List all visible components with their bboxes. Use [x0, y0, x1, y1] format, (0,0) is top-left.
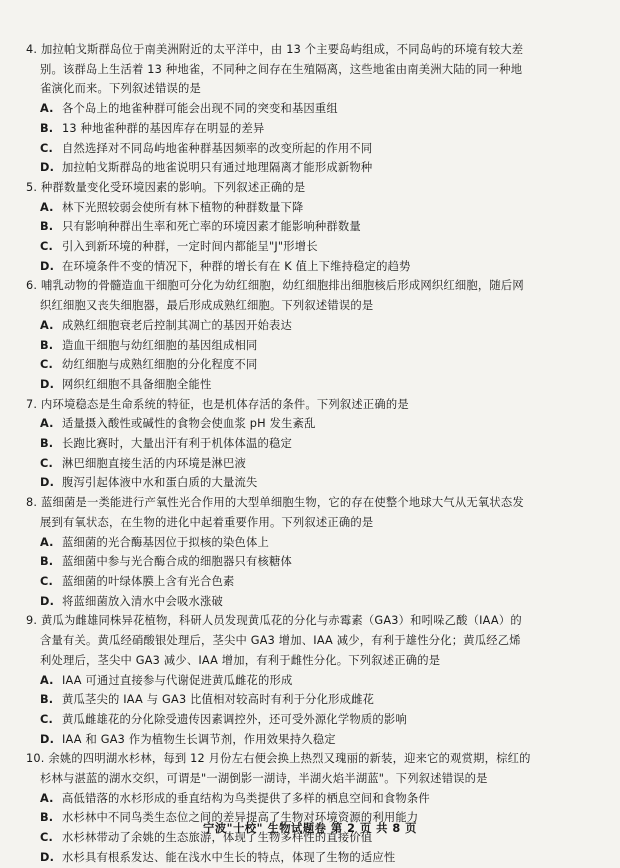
- option-text: 腹泻引起体液中水和蛋白质的大量流失: [62, 476, 258, 490]
- answer-option: [26, 572, 598, 592]
- option-text: 各个岛上的地雀种群可能会出现不同的突变和基因重组: [62, 102, 338, 116]
- answer-option: [26, 139, 598, 159]
- option-letter: C.: [40, 712, 53, 726]
- option-letter: C.: [40, 358, 53, 372]
- question-9: [26, 611, 598, 749]
- option-text: 水杉林带动了余姚的生态旅游，体现了生物多样性的直接价值: [62, 831, 373, 845]
- option-text: 黄瓜雌雄花的分化除受遗传因素调控外，还可受外源化学物质的影响: [62, 712, 407, 726]
- question-stem-line: 织红细胞又丧失细胞器，最后形成成熟红细胞。下列叙述错误的是: [40, 299, 374, 313]
- option-letter: B.: [40, 811, 54, 825]
- option-text: 引入到新环境的种群，一定时间内都能呈"J"形增长: [62, 240, 318, 254]
- option-letter: D.: [40, 850, 55, 864]
- question-stem-line: 7. 内环境稳态是生命系统的特征，也是机体存活的条件。下列叙述正确的是: [26, 397, 409, 411]
- option-letter: B.: [40, 338, 54, 352]
- option-text: 造血干细胞与幼红细胞的基因组成相同: [62, 338, 258, 352]
- option-letter: A.: [40, 200, 54, 214]
- answer-option: [26, 119, 598, 139]
- answer-option: [26, 198, 598, 218]
- option-letter: D.: [40, 259, 55, 273]
- option-letter: C.: [40, 574, 53, 588]
- question-stem-line: 杉林与湛蓝的湖水交织，可谓是"一湖倒影一湖诗，半湖火焰半湖蓝"。下列叙述错误的是: [40, 772, 488, 786]
- option-text: 幼红细胞与成熟红细胞的分化程度不同: [62, 358, 258, 372]
- answer-option: [26, 375, 598, 395]
- option-letter: D.: [40, 161, 55, 175]
- option-letter: A.: [40, 673, 54, 687]
- answer-option: [26, 434, 598, 454]
- option-letter: C.: [40, 240, 53, 254]
- option-letter: D.: [40, 377, 55, 391]
- option-text: IAA 和 GA3 作为植物生长调节剂，作用效果持久稳定: [62, 732, 336, 746]
- question-stem-line: 5. 种群数量变化受环境因素的影响。下列叙述正确的是: [26, 180, 306, 194]
- answer-option: [26, 592, 598, 612]
- option-text: 淋巴细胞直接生活的内环境是淋巴液: [62, 456, 246, 470]
- option-letter: D.: [40, 732, 55, 746]
- question-stem-line: 雀演化而来。下列叙述错误的是: [40, 82, 201, 96]
- answer-option: [26, 257, 598, 277]
- option-letter: D.: [40, 594, 55, 608]
- option-text: 在环境条件不变的情况下，种群的增长有在 K 值上下维持稳定的趋势: [62, 259, 411, 273]
- answer-option: [26, 730, 598, 750]
- answer-option: [26, 552, 598, 572]
- option-text: 蓝细菌的光合酶基因位于拟核的染色体上: [62, 535, 269, 549]
- answer-option: [26, 533, 598, 553]
- option-text: 成熟红细胞衰老后控制其凋亡的基因开始表达: [62, 318, 292, 332]
- question-stem-line: 4. 加拉帕戈斯群岛位于南美洲附近的太平洋中，由 13 个主要岛屿组成，不同岛屿的环境有较大差: [26, 43, 524, 56]
- option-text: 网织红细胞不具备细胞全能性: [62, 377, 212, 391]
- option-text: 蓝细菌的叶绿体膜上含有光合色素: [62, 574, 235, 588]
- option-text: 加拉帕戈斯群岛的地雀说明只有通过地理隔离才能形成新物种: [62, 161, 373, 175]
- option-letter: C.: [40, 141, 53, 155]
- option-text: 适量摄入酸性或碱性的食物会使血浆 pH 发生紊乱: [62, 417, 316, 431]
- question-stem-line: 6. 哺乳动物的骨髓造血干细胞可分化为幼红细胞，幼红细胞排出细胞核后形成网织红细胞，随后网: [26, 279, 524, 293]
- question-stem-line: 利处理后，茎尖中 GA3 减少、IAA 增加，有利于雌性分化。下列叙述正确的是: [40, 653, 441, 667]
- question-stem-line: 8. 蓝细菌是一类能进行产氧性光合作用的大型单细胞生物，它的存在使整个地球大气从无氧状态发: [26, 496, 524, 510]
- option-text: 水杉具有根系发达、能在浅水中生长的特点，体现了生物的适应性: [62, 850, 396, 864]
- answer-option: [26, 454, 598, 474]
- option-text: 自然选择对不同岛屿地雀种群基因频率的改变所起的作用不同: [62, 141, 373, 155]
- option-letter: B.: [40, 220, 54, 234]
- option-text: 将蓝细菌放入清水中会吸水涨破: [62, 594, 223, 608]
- question-10: [26, 749, 598, 867]
- answer-option: [26, 158, 598, 178]
- answer-option: [26, 671, 598, 691]
- option-text: 13 种地雀种群的基因库存在明显的差异: [62, 121, 265, 135]
- question-stem-line: 别。该群岛上生活着 13 种地雀，不同种之间存在生殖隔离，这些地雀由南美洲大陆的同一种地: [40, 62, 523, 76]
- option-letter: C.: [40, 456, 53, 470]
- option-text: 高低错落的水杉形成的垂直结构为鸟类提供了多样的栖息空间和食物条件: [62, 791, 430, 805]
- question-list: [26, 40, 598, 868]
- question-6: [26, 276, 598, 394]
- question-stem-line: 含量有关。黄瓜经硝酸银处理后，茎尖中 GA3 增加、IAA 减少，有利于雄性分化；黄瓜经乙烯: [40, 634, 521, 648]
- option-text: 水杉林中不同鸟类生态位之间的差异提高了生物对环境资源的利用能力: [62, 811, 419, 825]
- option-letter: B.: [40, 437, 54, 451]
- option-text: 黄瓜茎尖的 IAA 与 GA3 比值相对较高时有利于分化形成雌花: [62, 693, 375, 707]
- question-8: [26, 493, 598, 611]
- question-7: [26, 395, 598, 494]
- answer-option: [26, 414, 598, 434]
- option-text: 蓝细菌中参与光合酶合成的细胞器只有核糖体: [62, 555, 292, 569]
- answer-option: [26, 789, 598, 809]
- option-letter: C.: [40, 831, 53, 845]
- option-letter: B.: [40, 693, 54, 707]
- answer-option: [26, 336, 598, 356]
- option-text: 只有影响种群出生率和死亡率的环境因素才能影响种群数量: [62, 220, 361, 234]
- answer-option: [26, 710, 598, 730]
- page-footer: 宁波"十校" 生物试题卷 第 2 页 共 8 页: [203, 822, 417, 835]
- answer-option: [26, 237, 598, 257]
- answer-option: [26, 690, 598, 710]
- option-text: IAA 可通过直接参与代谢促进黄瓜雌花的形成: [62, 673, 293, 687]
- question-stem-line: 展到有氧状态，在生物的进化中起着重要作用。下列叙述正确的是: [40, 515, 374, 529]
- question-4: [26, 40, 598, 178]
- option-letter: A.: [40, 417, 54, 431]
- option-letter: A.: [40, 535, 54, 549]
- option-letter: A.: [40, 102, 54, 116]
- option-letter: A.: [40, 791, 54, 805]
- answer-option: [26, 355, 598, 375]
- answer-option: [26, 217, 598, 237]
- question-stem-line: 9. 黄瓜为雌雄同株异花植物，科研人员发现黄瓜花的分化与赤霉素（GA3）和吲哚乙酸（IAA）的: [26, 614, 522, 628]
- option-letter: A.: [40, 318, 54, 332]
- option-letter: B.: [40, 121, 54, 135]
- question-stem-line: 10. 余姚的四明湖水杉林，每到 12 月份左右便会换上热烈又瑰丽的新装，迎来它的观赏期，棕红的: [26, 752, 531, 766]
- option-text: 长跑比赛时，大量出汗有利于机体体温的稳定: [62, 437, 292, 451]
- answer-option: [26, 99, 598, 119]
- option-letter: D.: [40, 476, 55, 490]
- answer-option: [26, 473, 598, 493]
- option-text: 林下光照较弱会使所有林下植物的种群数量下降: [62, 200, 304, 214]
- answer-option: [26, 316, 598, 336]
- option-letter: B.: [40, 555, 54, 569]
- answer-option: [26, 848, 598, 868]
- question-5: [26, 178, 598, 277]
